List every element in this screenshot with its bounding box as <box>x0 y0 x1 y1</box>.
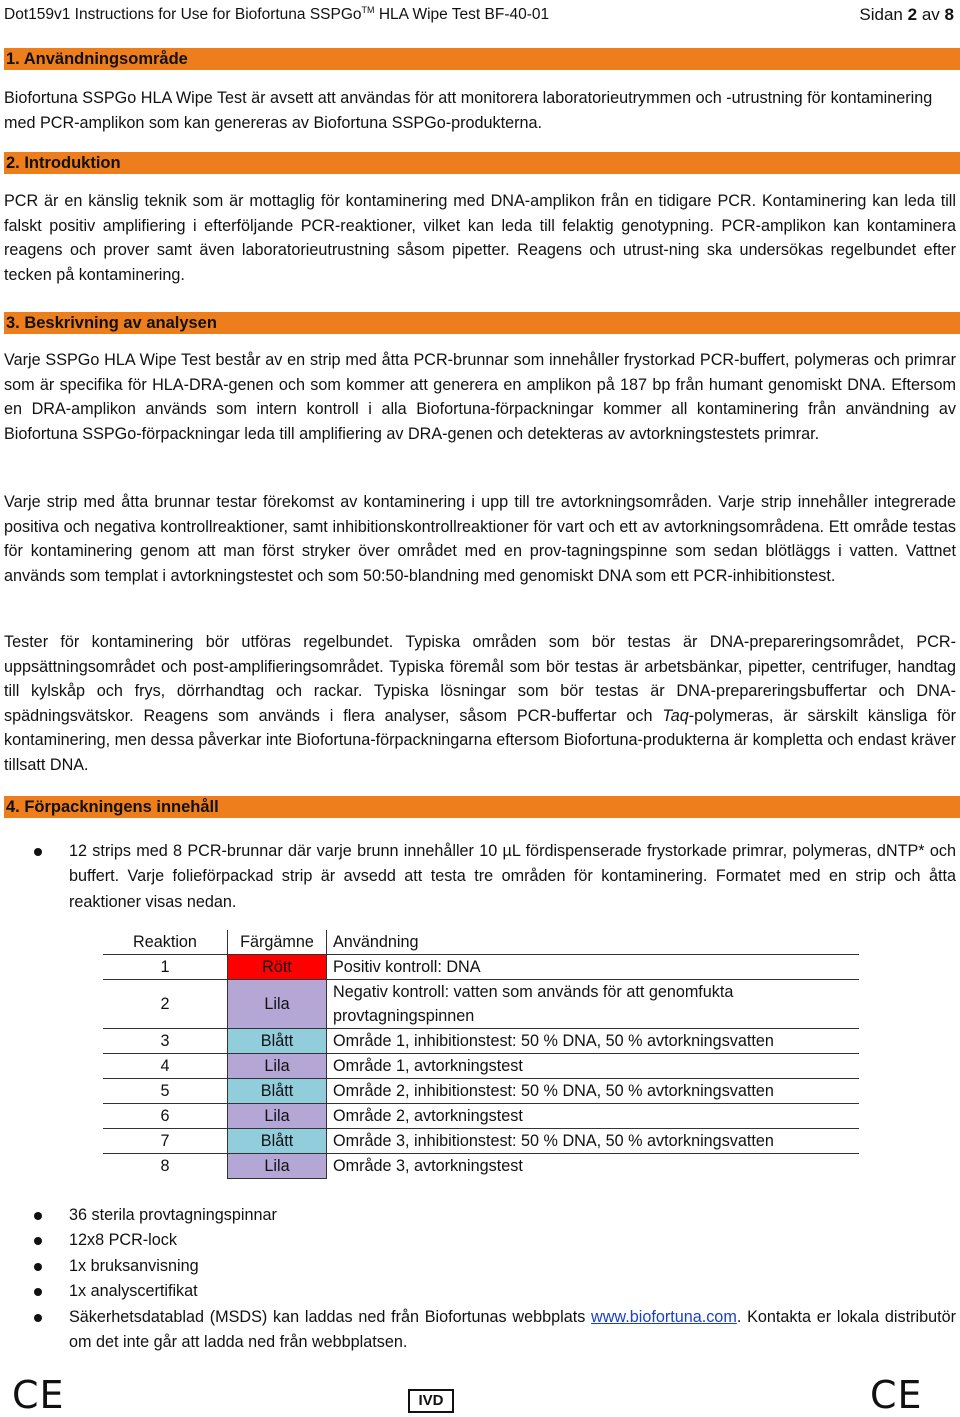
table-row <box>103 980 859 1029</box>
section-3-paragraph-3: Tester för kontaminering bör utföras regelbundet. Typiska områden som bör testas är DNA-prepareringsområdet, PCR-uppsättningsområdet och post-amplifieringsområdet. Typiska föremål som bör testas är arbetsbänkar, pipetter, centrifuger, handtag till kylskåp och frys, dörrhandtag och rackar. Typiska lösningar som bör testas är DNA-prepareringsbuffertar och DNA-spädningsvätskor. Reagens som används i flera analyser, såsom PCR-buffertar och Taq-polymeras, är särskilt känsliga för kontaminering, men dessa påverkar inte Biofortuna-förpackningarna eftersom Biofortuna-produkterna är kompletta och endast kräver tillsatt DNA. <box>4 633 956 774</box>
document-id: Dot159v1 Instructions for Use for Biofortuna SSPGo™ HLA Wipe Test BF-40-01 <box>4 5 550 24</box>
column-header-reaction: Reaktion <box>103 930 228 955</box>
section-3-paragraph-2: Varje strip med åtta brunnar testar förekomst av kontaminering i upp till tre avtorkningsområden. Varje strip innehåller integrerade positiva och negativa kontrollreaktioner, samt inhibitionskontrollreaktioner för vart och ett av avtorkningsområdena. Ett område testas för kontaminering genom att man först stryker över området med en prov-tagningspinne som sedan blötläggs i vatten. Vattnet används som templat i avtorkningstestet och som 50:50-blandning med genomiskt DNA som ett PCR-inhibitionstest. <box>4 493 956 585</box>
reaction-number: 1 <box>103 955 228 980</box>
ce-mark-icon: CE <box>870 1373 923 1417</box>
list-item: 12x8 PCR-lock <box>0 1228 956 1253</box>
use-cell: Område 3, avtorkningstest <box>327 1154 860 1179</box>
use-cell: Område 2, avtorkningstest <box>327 1104 860 1129</box>
list-item: 36 sterila provtagningspinnar <box>0 1203 956 1228</box>
bullet-icon <box>34 1237 42 1245</box>
use-cell: Positiv kontroll: DNA <box>327 955 860 980</box>
table-row <box>103 1029 859 1054</box>
dye-cell: Lila <box>228 1154 327 1179</box>
bullet-icon <box>34 848 42 856</box>
section-3-paragraph-1: Varje SSPGo HLA Wipe Test består av en strip med åtta PCR-brunnar som innehåller frystorkad PCR-buffert, polymeras och primrar som är specifika för HLA-DRA-genen och som kommer att generera en amplikon på 187 bp från humant genomiskt DNA. Eftersom en DRA-amplikon används som intern kontroll i alla Biofortuna-förpackningar kommer all kontaminering från användning av Biofortuna SSPGo-förpackningar leda till amplifiering av DRA-genen och detekteras av avtorkningstestets primrar. <box>4 351 956 443</box>
reaction-number: 5 <box>103 1079 228 1104</box>
list-item: 1x analyscertifikat <box>0 1279 956 1304</box>
list-item: Säkerhetsdatablad (MSDS) kan laddas ned från Biofortunas webbplats www.biofortuna.com. Kontakta er lokala distributör om det inte går att ladda ned från webbplatsen. <box>0 1305 956 1356</box>
table-row <box>103 1154 859 1179</box>
biofortuna-website-link[interactable]: www.biofortuna.com <box>591 1307 737 1326</box>
dye-cell: Blått <box>228 1129 327 1154</box>
use-cell: Område 2, inhibitionstest: 50 % DNA, 50 % avtorkningsvatten <box>327 1079 860 1104</box>
dye-cell: Blått <box>228 1079 327 1104</box>
section-heading-2: 2. Introduktion <box>4 152 960 174</box>
table-row <box>103 1129 859 1154</box>
section-heading-4: 4. Förpackningens innehåll <box>4 796 960 818</box>
reaction-number: 7 <box>103 1129 228 1154</box>
dye-cell: Blått <box>228 1029 327 1054</box>
reaction-number: 4 <box>103 1054 228 1079</box>
list-item: 12 strips med 8 PCR-brunnar där varje brunn innehåller 10 µL fördispenserade frystorkade primrar, polymeras, dNTP* och buffert. Varje folieförpackad strip är avsedd att testa tre områden för kontaminering. Formatet med en strip och åtta reaktioner visas nedan. <box>0 839 956 915</box>
page-header <box>4 4 954 26</box>
section-heading-3: 3. Beskrivning av analysen <box>4 312 960 334</box>
section-2-paragraph: PCR är en känslig teknik som är mottaglig för kontaminering med DNA-amplikon från en tidigare PCR. Kontaminering kan leda till falskt positiv amplifiering i efterföljande PCR-reaktioner, vilket kan leda till felaktig genotypning. PCR-amplikon kan kontaminera reagens och prover samt även laboratorieutrustning såsom pipetter. Reagens och utrust-ning ska undersökas regelbundet efter tecken på kontaminering. <box>4 192 956 284</box>
contents-list-1 <box>0 839 956 915</box>
section-heading-1: 1. Användningsområde <box>4 48 960 70</box>
reaction-number: 2 <box>103 980 228 1029</box>
dye-cell: Lila <box>228 1104 327 1129</box>
table-header-row <box>103 930 859 955</box>
reaction-number: 6 <box>103 1104 228 1129</box>
contents-list-2 <box>0 1203 956 1355</box>
table-row <box>103 1079 859 1104</box>
column-header-dye: Färgämne <box>228 930 327 955</box>
list-item: 1x bruksanvisning <box>0 1254 956 1279</box>
use-cell: Område 1, avtorkningstest <box>327 1054 860 1079</box>
use-cell: Område 1, inhibitionstest: 50 % DNA, 50 % avtorkningsvatten <box>327 1029 860 1054</box>
reaction-number: 8 <box>103 1154 228 1179</box>
dye-cell: Lila <box>228 980 327 1029</box>
table-row <box>103 955 859 980</box>
ce-mark-icon: CE <box>12 1373 65 1417</box>
use-cell: Negativ kontroll: vatten som används för att genomfukta provtagningspinnen <box>327 980 860 1029</box>
dye-cell: Rött <box>228 955 327 980</box>
column-header-use: Användning <box>327 930 860 955</box>
reaction-number: 3 <box>103 1029 228 1054</box>
table-row <box>103 1054 859 1079</box>
bullet-icon <box>34 1212 42 1220</box>
dye-cell: Lila <box>228 1054 327 1079</box>
ivd-mark-icon: IVD <box>408 1389 454 1413</box>
bullet-icon <box>34 1314 42 1322</box>
reaction-table <box>103 930 859 1179</box>
bullet-icon <box>34 1288 42 1296</box>
page-number: Sidan 2 av 8 <box>859 5 954 24</box>
bullet-icon <box>34 1263 42 1271</box>
table-row <box>103 1104 859 1129</box>
use-cell: Område 3, inhibitionstest: 50 % DNA, 50 % avtorkningsvatten <box>327 1129 860 1154</box>
section-1-paragraph: Biofortuna SSPGo HLA Wipe Test är avsett att användas för att monitorera laboratorieutrymmen och -utrustning för kontaminering med PCR-amplikon som kan genereras av Biofortuna SSPGo-produkterna. <box>4 89 933 132</box>
